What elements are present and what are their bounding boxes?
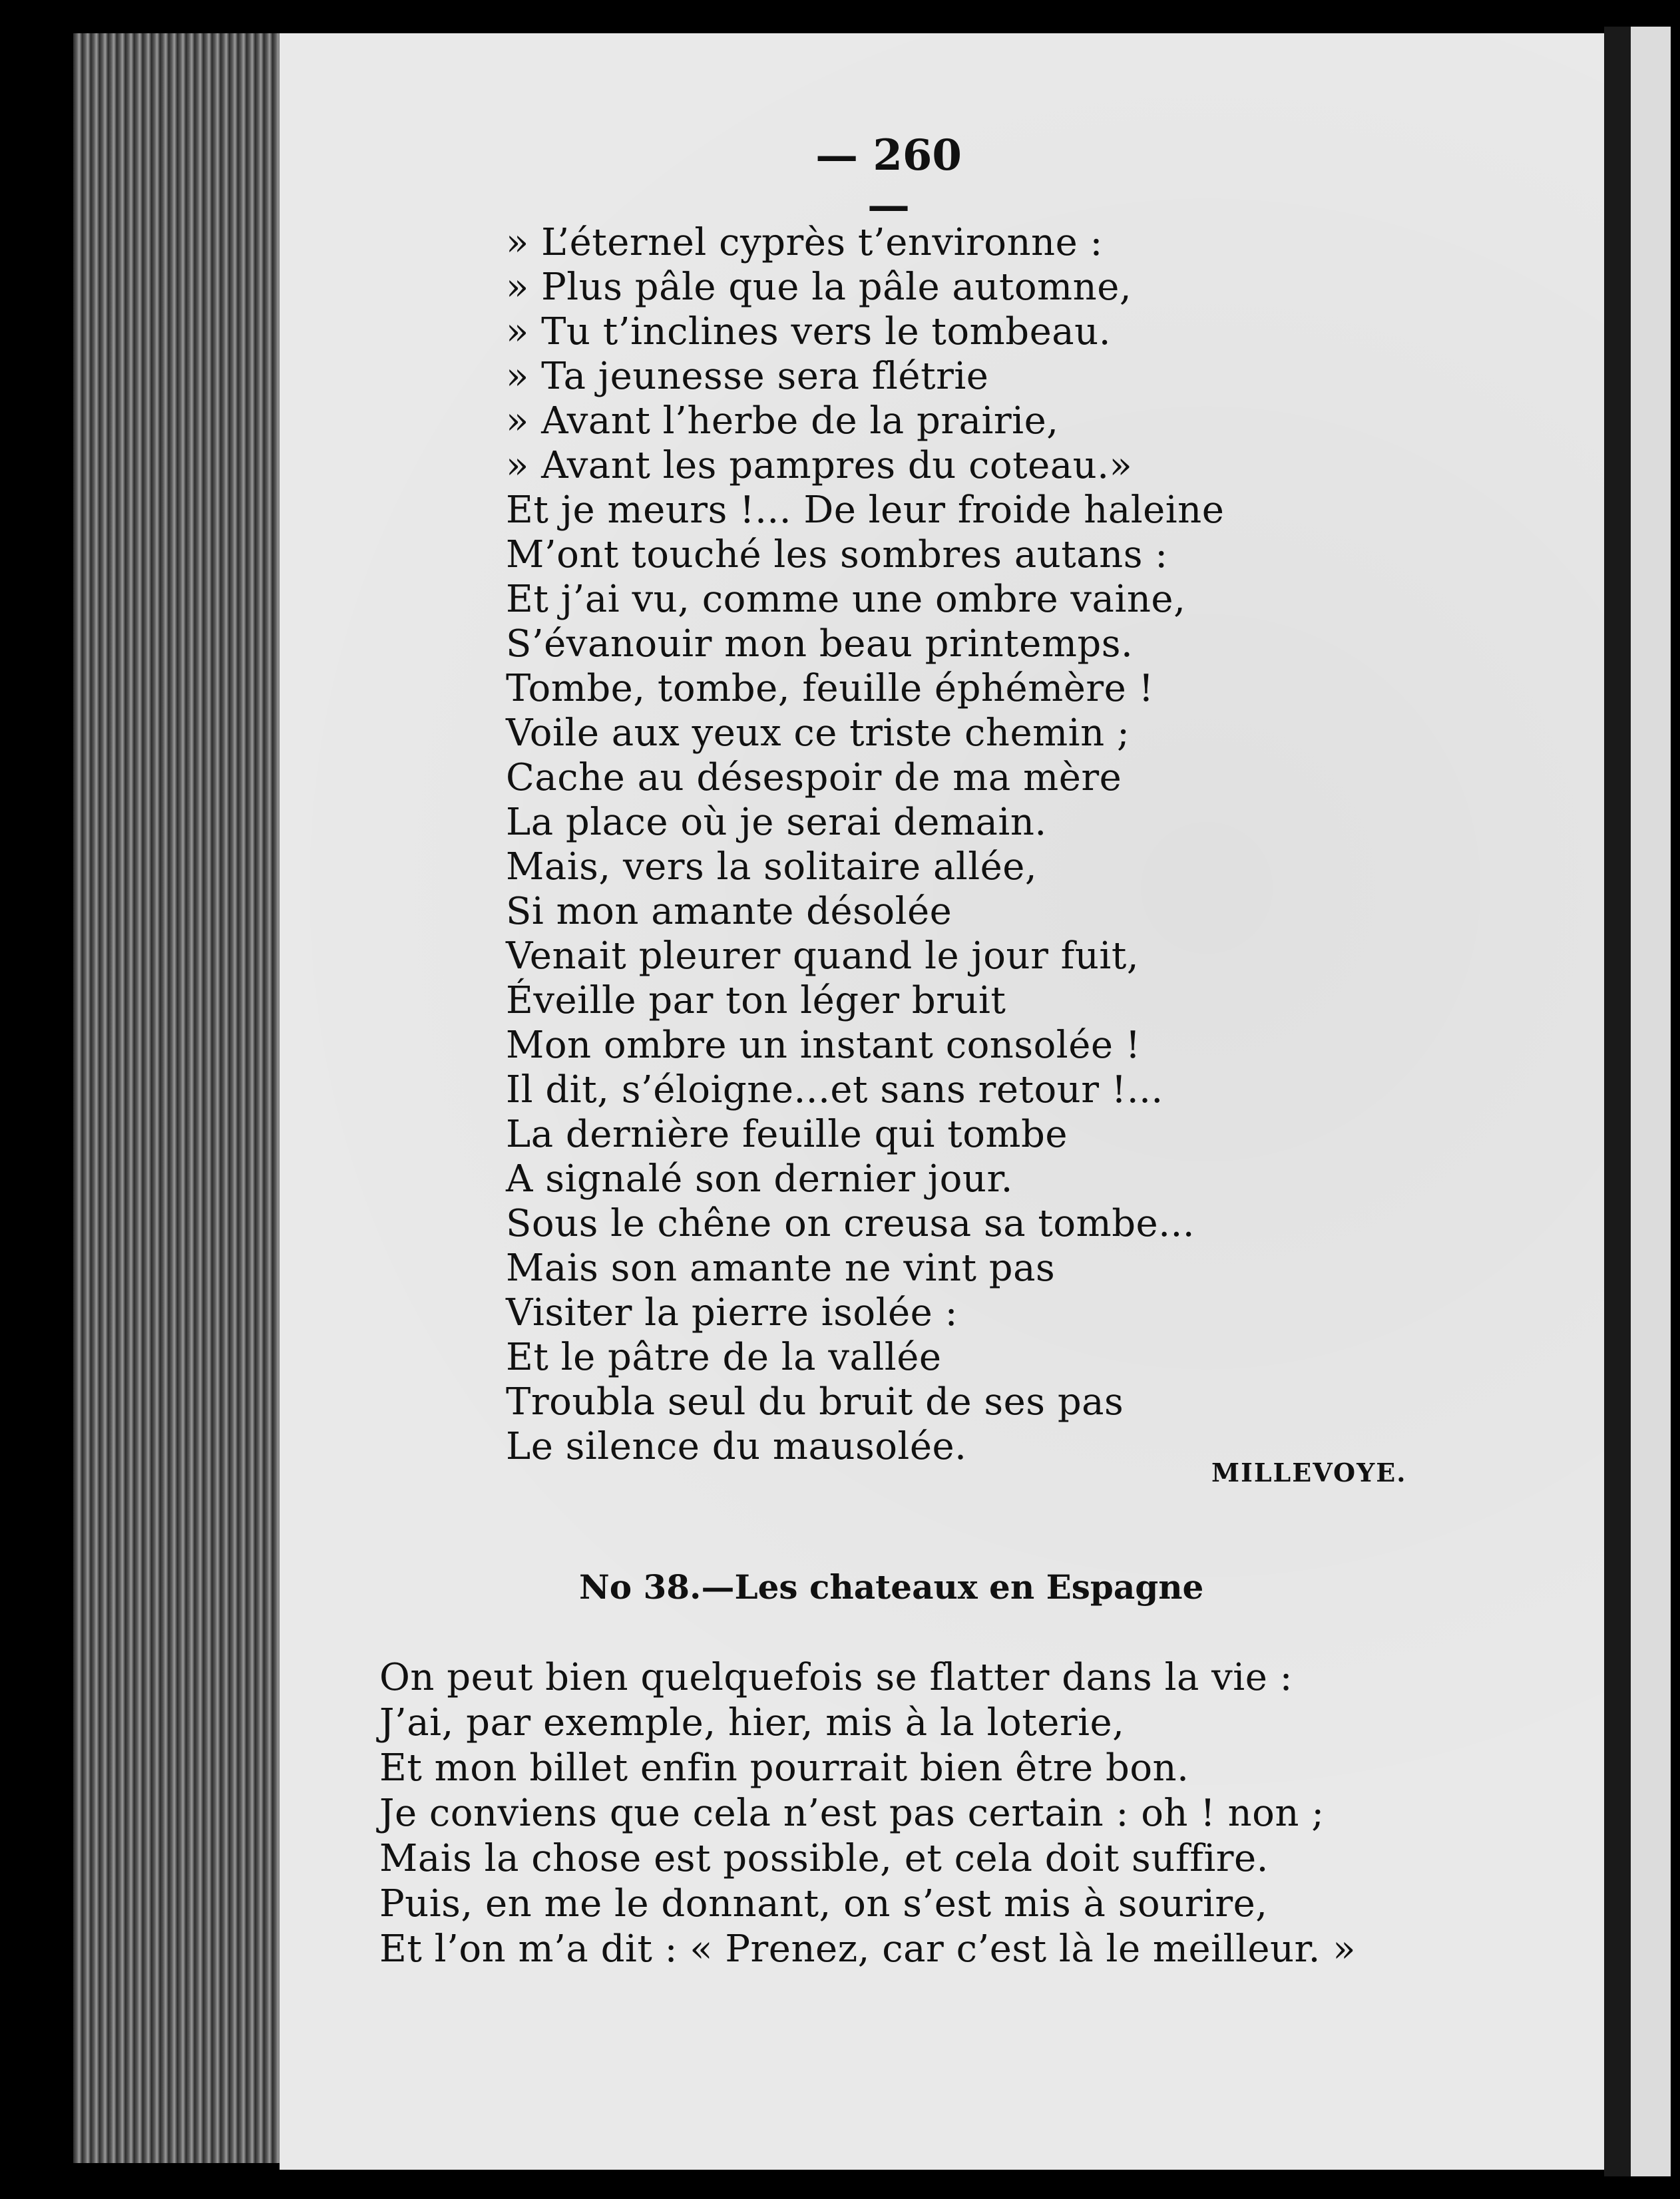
poem-line: Et j’ai vu, comme une ombre vaine, (506, 578, 1186, 621)
poem-line: Si mon amante désolée (506, 890, 952, 933)
poem-line: » Avant l’herbe de la prairie, (506, 399, 1059, 443)
song-line: J’ai, par exemple, hier, mis à la loterie, (379, 1701, 1125, 1744)
poem-line: Voile aux yeux ce triste chemin ; (506, 711, 1130, 755)
poem-author: MILLEVOYE. (1211, 1458, 1407, 1488)
poem-line: Cache au désespoir de ma mère (506, 756, 1122, 799)
poem-line: S’évanouir mon beau printemps. (506, 622, 1134, 666)
song-line: Et l’on m’a dit : « Prenez, car c’est là le meilleur. » (379, 1927, 1357, 1971)
poem-line: » Avant les pampres du coteau.» (506, 444, 1133, 487)
poem-line: Sous le chêne on creusa sa tombe... (506, 1202, 1195, 1245)
poem-line: M’ont touché les sombres autans : (506, 533, 1168, 576)
poem-line: » Tu t’inclines vers le tombeau. (506, 310, 1111, 353)
poem-line: Venait pleurer quand le jour fuit, (506, 934, 1140, 978)
gutter-shadow (1604, 27, 1631, 2176)
poem-line: Mon ombre un instant consolée ! (506, 1024, 1141, 1067)
poem-line: Mais son amante ne vint pas (506, 1247, 1056, 1290)
poem-line: Et le pâtre de la vallée (506, 1336, 942, 1379)
poem-line: » L’éternel cyprès t’environne : (506, 221, 1103, 264)
poem-line: Le silence du mausolée. (506, 1425, 967, 1468)
song-line: Puis, en me le donnant, on s’est mis à sourire, (379, 1882, 1268, 1925)
poem-line: La place où je serai demain. (506, 801, 1047, 844)
poem-line: Et je meurs !... De leur froide haleine (506, 489, 1225, 532)
song-line: Et mon billet enfin pourrait bien être bon. (379, 1746, 1189, 1790)
song-line: Je conviens que cela n’est pas certain : oh ! non ; (379, 1792, 1325, 1835)
facing-page-edge (1631, 27, 1671, 2176)
poem-line: » Plus pâle que la pâle automne, (506, 266, 1132, 309)
section-title: No 38.—Les chateaux en Espagne (579, 1567, 1204, 1607)
poem-line: Tombe, tombe, feuille éphémère ! (506, 667, 1154, 710)
poem-line: » Ta jeunesse sera flétrie (506, 355, 989, 398)
poem-line: Visiter la pierre isolée : (506, 1291, 958, 1334)
page-number: — 260 — (815, 130, 962, 230)
poem-line: Mais, vers la solitaire allée, (506, 845, 1038, 889)
poem-line: Éveille par ton léger bruit (506, 979, 1006, 1022)
page-edges (73, 33, 293, 2163)
poem-line: A signalé son dernier jour. (506, 1157, 1013, 1201)
song-line: On peut bien quelquefois se flatter dans la vie : (379, 1656, 1293, 1699)
poem-line: La dernière feuille qui tombe (506, 1113, 1068, 1156)
poem-line: Troubla seul du bruit de ses pas (506, 1380, 1124, 1424)
poem-line: Il dit, s’éloigne...et sans retour !... (506, 1068, 1163, 1111)
song-line: Mais la chose est possible, et cela doit suffire. (379, 1837, 1269, 1880)
